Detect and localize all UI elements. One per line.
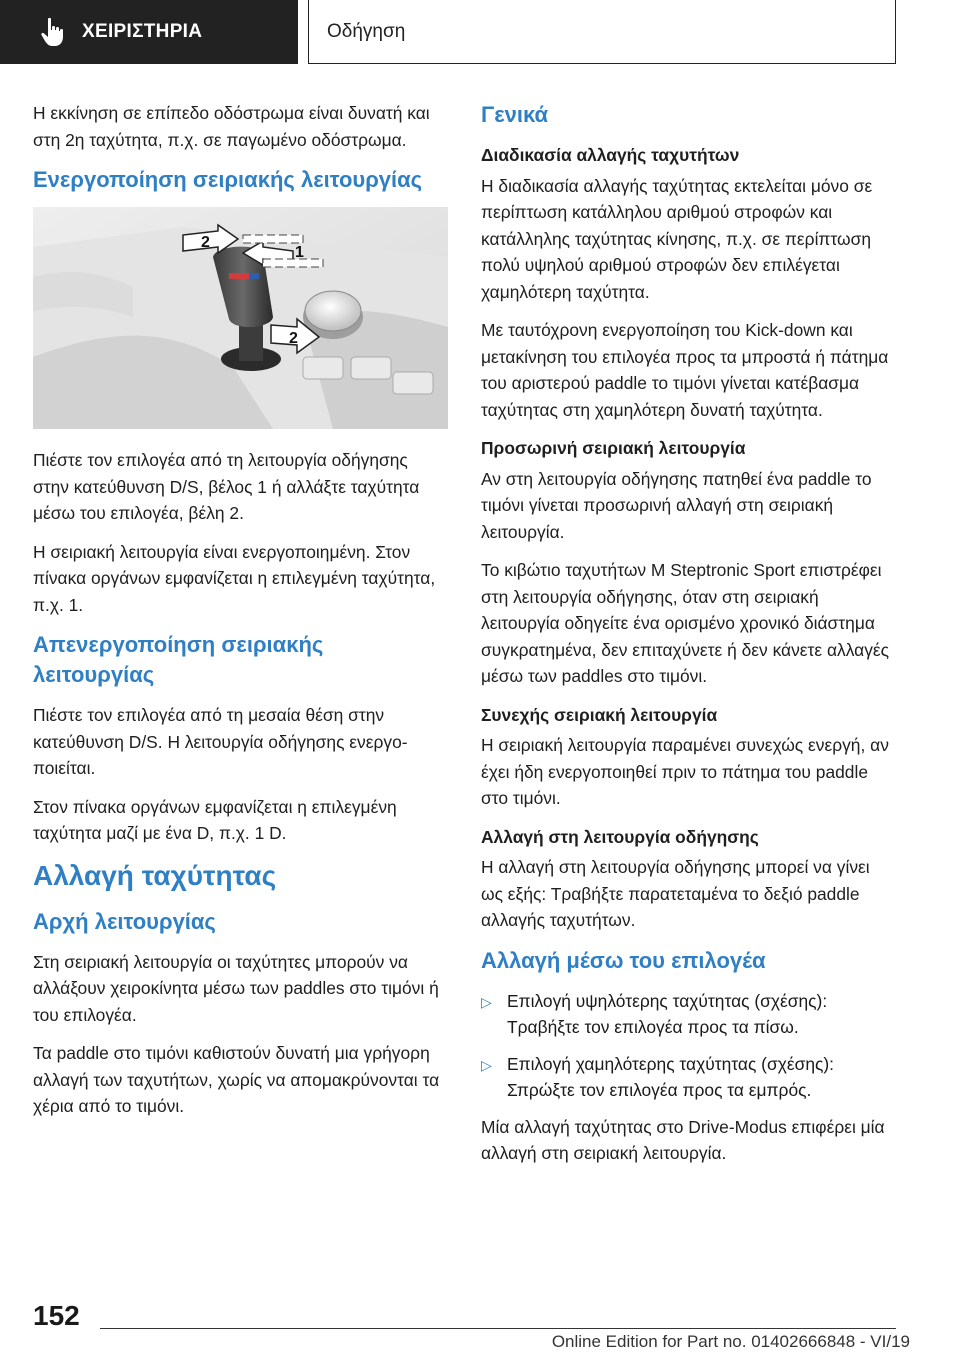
right-column xyxy=(481,100,896,1179)
heading-procedure: Διαδικασία αλλαγής ταχυτήτων xyxy=(481,145,740,165)
heading-principle: Αρχή λειτουργίας xyxy=(33,908,216,934)
page-header xyxy=(0,0,960,66)
heading-continuous: Συνεχής σειριακή λειτουργία xyxy=(481,704,718,725)
triangle-bullet-icon: ▷ xyxy=(481,1056,492,1073)
page-number: 152 xyxy=(33,1300,80,1331)
heading-switch-drive: Αλλαγή στη λειτουργία οδήγησης xyxy=(481,826,759,847)
procedure-paragraph-1: Η διαδικασία αλλαγής ταχύτητας εκτελείται μόνο σε περίπτωση κατάλληλου αριθμού στροφών και κατάλληλης ταχύτητας κίνησης, π.χ. σε περίπτωση πολύ υψηλού αριθμού στροφών δεν επιλέγεται χαμηλότερη ταχύτητα. xyxy=(481,175,873,302)
temporary-paragraph-2: Το κιβώτιο ταχυτήτων M Steptronic Sport επιστρέφει στη λειτουργία οδήγησης, όταν στη σειριακή λειτουργία οδηγείτε ένα ορισμένο χρονικό διάστημα συγκρατημένα, δεν επιταχύνετε ή δεν κάνετε αλλαγές μέσω των paddles στο τιμόνι. xyxy=(481,560,890,686)
section-tab xyxy=(0,0,298,64)
principle-paragraph-2: Τα paddle στο τιμόνι καθιστούν δυνατή μια γρήγορη αλλαγή των ταχυτήτων, χωρίς να απομακρύνονται τα χέρια από το τιμόνι. xyxy=(33,1043,440,1116)
procedure-paragraph-2: Με ταυτόχρονη ενεργοποίηση του Kick-down και μετακίνηση του επιλογέα προς τα μπροστά ή πάτημα του αριστερού paddle το τιμόνι γίνεται κατέβασμα ταχύτητας στη χαμηλότερη δυνατή ταχύτητα. xyxy=(481,320,889,420)
continuous-paragraph: Η σειριακή λειτουργία παραμένει συνεχώς ενεργή, αν έχει ήδη ενεργοποιηθεί πριν το πάτημα του paddle στο τιμόνι. xyxy=(481,735,889,808)
step-text: Επιλογή χαμηλότερης ταχύτητας (σχέσης): Σπρώξτε τον επιλογέα προς τα εμπρός. xyxy=(507,1053,834,1100)
arrow-label-2-bottom: 2 xyxy=(289,330,298,347)
footer-divider xyxy=(100,1328,896,1329)
heading-selector-change: Αλλαγή μέσω του επιλογέα xyxy=(481,947,766,973)
hand-pointer-icon xyxy=(40,17,66,47)
activate-paragraph-1: Πιέστε τον επιλογέα από τη λειτουργία οδήγησης στην κατεύθυνση D/S, βέλος 1 ή αλλάξτε ταχύτητα μέσω του επιλογέα, βέλη 2. xyxy=(33,450,420,523)
gear-selector-illustration xyxy=(33,207,448,429)
principle-paragraph-1: Στη σειριακή λειτουργία οι ταχύτητες μπορούν να αλλάξουν χειροκίνητα μέσω των paddles στο τιμόνι ή του επιλογέα. xyxy=(33,951,439,1025)
step-text: Επιλογή υψηλότερης ταχύτητας (σχέσης): Τραβήξτε τον επιλογέα προς τα πίσω. xyxy=(507,990,828,1037)
heading-general: Γενικά xyxy=(481,102,549,127)
edition-note: Online Edition for Part no. 01402666848 - VI/19 xyxy=(551,1332,910,1351)
deactivate-paragraph-1: Πιέστε τον επιλογέα από τη μεσαία θέση στην κατεύθυνση D/S. Η λειτουργία οδήγησης ενεργοποιείται. xyxy=(33,705,408,778)
gear-selector-drawing xyxy=(33,207,448,429)
arrow-label-1: 1 xyxy=(295,244,304,261)
section-title: ΧΕΙΡΙΣΤΗΡΙΑ xyxy=(82,21,203,42)
drive-modus-paragraph: Μία αλλαγή ταχύτητας στο Drive-Modus επιφέρει μία αλλαγή στη σειριακή λειτουργία. xyxy=(481,1116,885,1163)
chapter-tab xyxy=(308,0,896,64)
heading-gear-change: Αλλαγή ταχύτητας xyxy=(33,859,277,891)
intro-paragraph: Η εκκίνηση σε επίπεδο οδόστρωμα είναι δυνατή και στη 2η ταχύτητα, π.χ. σε παγωμένο οδόστρωμα. xyxy=(33,103,430,150)
heading-temporary: Προσωρινή σειριακή λειτουργία xyxy=(481,438,746,458)
deactivate-paragraph-2: Στον πίνακα οργάνων εμφανίζεται η επιλεγμένη ταχύτητα μαζί με ένα D, π.χ. 1 D. xyxy=(33,796,397,843)
arrow-label-2-top: 2 xyxy=(201,234,210,251)
list-item xyxy=(481,988,896,1041)
list-item xyxy=(481,1051,896,1104)
chapter-title: Οδήγηση xyxy=(327,20,406,42)
heading-activate-sequential: Ενεργοποίηση σειριακής λειτουργίας xyxy=(33,167,423,192)
heading-deactivate-sequential: Απενεργοποίηση σειριακής λειτουργίας xyxy=(33,632,324,687)
activate-paragraph-2: Η σειριακή λειτουργία είναι ενεργοποιημένη. Στον πίνακα οργάνων εμφανίζεται η επιλεγμένη ταχύτητα, π.χ. 1. xyxy=(33,541,436,615)
selector-steps-list xyxy=(481,988,896,1104)
temporary-paragraph-1: Αν στη λειτουργία οδήγησης πατηθεί ένα paddle το τιμόνι γίνεται προσωρινή αλλαγή στη σειριακή λειτουργία. xyxy=(481,468,872,542)
left-column xyxy=(33,100,448,1132)
switch-paragraph: Η αλλαγή στη λειτουργία οδήγησης μπορεί να γίνει ως εξής: Τραβήξτε παρατεταμένα το δεξιό paddle αλλαγής ταχυτήτων. xyxy=(481,857,870,930)
triangle-bullet-icon: ▷ xyxy=(481,993,492,1010)
